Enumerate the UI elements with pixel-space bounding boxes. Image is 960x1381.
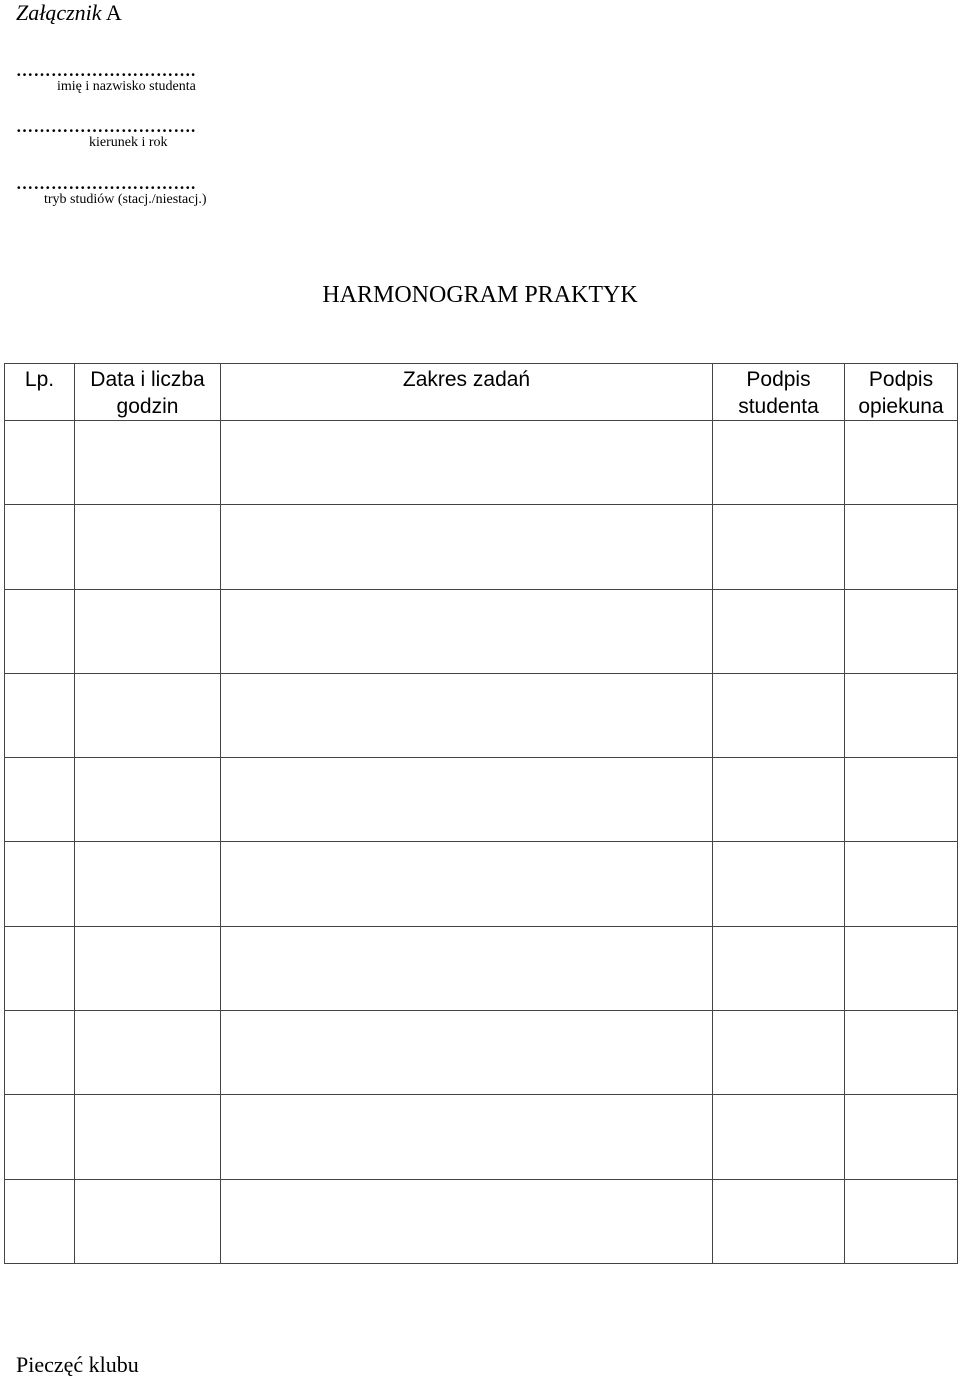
task-scope-cell[interactable]	[221, 842, 713, 926]
date-hours-cell[interactable]	[75, 1011, 221, 1095]
program-field-label: kierunek i rok	[89, 135, 168, 150]
date-hours-cell[interactable]	[75, 758, 221, 842]
task-scope-cell[interactable]	[221, 421, 713, 505]
table-row	[5, 421, 958, 505]
page-title: HARMONOGRAM PRAKTYK	[322, 282, 638, 308]
supervisor-signature-cell[interactable]	[845, 1179, 958, 1263]
club-stamp-label: Pieczęć klubu	[16, 1352, 139, 1377]
task-scope-cell[interactable]	[221, 673, 713, 757]
column-header-lp: Lp.	[5, 364, 75, 421]
task-scope-cell[interactable]	[221, 1011, 713, 1095]
lp-cell[interactable]	[5, 1179, 75, 1263]
date-hours-cell[interactable]	[75, 1179, 221, 1263]
student-signature-cell[interactable]	[713, 421, 845, 505]
date-hours-cell[interactable]	[75, 673, 221, 757]
name-field-label: imię i nazwisko studenta	[57, 79, 196, 94]
task-scope-cell[interactable]	[221, 589, 713, 673]
table-row	[5, 1179, 958, 1263]
column-header-task-scope: Zakres zadań	[221, 364, 713, 421]
supervisor-signature-cell[interactable]	[845, 673, 958, 757]
student-signature-cell[interactable]	[713, 1179, 845, 1263]
task-scope-cell[interactable]	[221, 758, 713, 842]
attachment-title	[16, 0, 122, 26]
date-hours-cell[interactable]	[75, 505, 221, 589]
supervisor-signature-cell[interactable]	[845, 1095, 958, 1179]
program-field-line: ………………………….	[16, 117, 196, 136]
supervisor-signature-cell[interactable]	[845, 926, 958, 1010]
supervisor-signature-cell[interactable]	[845, 842, 958, 926]
date-hours-cell[interactable]	[75, 926, 221, 1010]
table-row	[5, 505, 958, 589]
lp-cell[interactable]	[5, 1011, 75, 1095]
date-hours-cell[interactable]	[75, 589, 221, 673]
task-scope-cell[interactable]	[221, 926, 713, 1010]
lp-cell[interactable]	[5, 926, 75, 1010]
supervisor-signature-cell[interactable]	[845, 421, 958, 505]
table-row	[5, 1095, 958, 1179]
supervisor-signature-cell[interactable]	[845, 505, 958, 589]
lp-cell[interactable]	[5, 758, 75, 842]
lp-cell[interactable]	[5, 842, 75, 926]
date-hours-cell[interactable]	[75, 842, 221, 926]
schedule-table-body	[5, 421, 958, 1264]
student-signature-cell[interactable]	[713, 758, 845, 842]
table-row	[5, 1011, 958, 1095]
lp-cell[interactable]	[5, 421, 75, 505]
table-row	[5, 673, 958, 757]
date-hours-cell[interactable]	[75, 1095, 221, 1179]
attachment-word: Załącznik	[16, 0, 102, 25]
attachment-letter: A	[105, 0, 122, 25]
table-row	[5, 758, 958, 842]
lp-cell[interactable]	[5, 589, 75, 673]
table-row	[5, 842, 958, 926]
column-header-supervisor-signature: Podpis opiekuna	[845, 364, 958, 421]
task-scope-cell[interactable]	[221, 1095, 713, 1179]
supervisor-signature-cell[interactable]	[845, 589, 958, 673]
table-row	[5, 589, 958, 673]
date-hours-cell[interactable]	[75, 421, 221, 505]
schedule-table	[4, 363, 958, 1264]
task-scope-cell[interactable]	[221, 505, 713, 589]
student-signature-cell[interactable]	[713, 1011, 845, 1095]
study-mode-field-line: ………………………….	[16, 174, 196, 193]
student-signature-cell[interactable]	[713, 673, 845, 757]
student-signature-cell[interactable]	[713, 505, 845, 589]
table-header-row	[5, 364, 958, 421]
lp-cell[interactable]	[5, 505, 75, 589]
student-signature-cell[interactable]	[713, 1095, 845, 1179]
lp-cell[interactable]	[5, 673, 75, 757]
student-signature-cell[interactable]	[713, 842, 845, 926]
student-signature-cell[interactable]	[713, 589, 845, 673]
student-signature-cell[interactable]	[713, 926, 845, 1010]
column-header-date-hours: Data i liczba godzin	[75, 364, 221, 421]
lp-cell[interactable]	[5, 1095, 75, 1179]
name-field-line: ………………………….	[16, 61, 196, 80]
supervisor-signature-cell[interactable]	[845, 1011, 958, 1095]
table-row	[5, 926, 958, 1010]
study-mode-field-label: tryb studiów (stacj./niestacj.)	[44, 192, 207, 207]
task-scope-cell[interactable]	[221, 1179, 713, 1263]
column-header-student-signature: Podpis studenta	[713, 364, 845, 421]
supervisor-signature-cell[interactable]	[845, 758, 958, 842]
